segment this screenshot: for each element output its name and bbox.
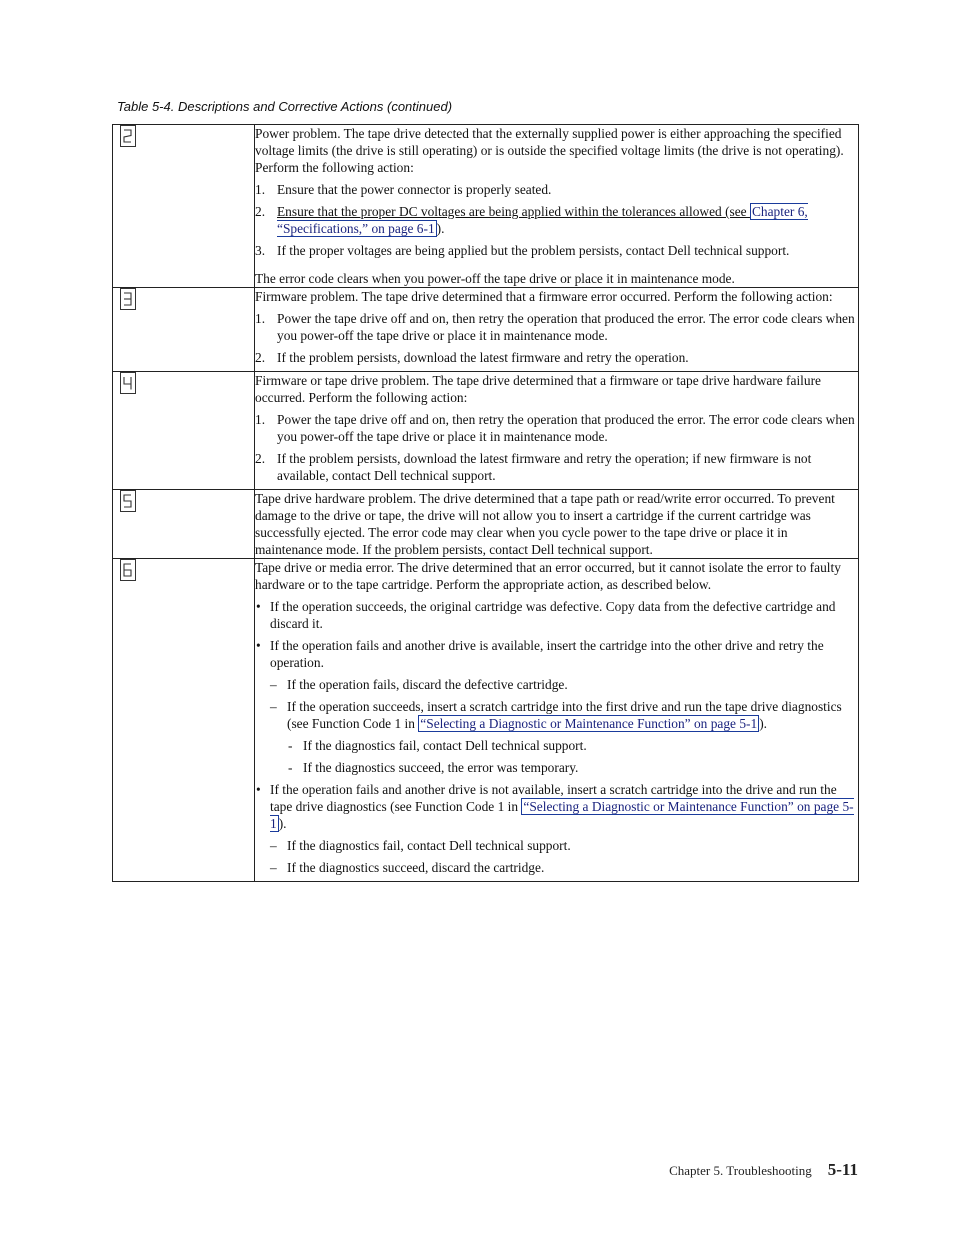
- list-item: - If the diagnostics succeed, the error was temporary.: [288, 760, 579, 775]
- page-number: 5-11: [827, 1160, 858, 1179]
- error-code-cell: [113, 372, 255, 490]
- list-item: • If the operation fails and another drive is not available, insert a scratch cartridge into the drive and run the tape drive diagnostics (see Function Code 1 in “Selecting a Diagnostic or Maintenance Function” on page 5-1 ). – If the diagnostics fail, contact Dell technical support. – If the diagnostics succeed, discard the cartridge.: [255, 781, 858, 876]
- list-item: 2. If the problem persists, download the latest firmware and retry the operation; if new firmware is not available, contact Dell technical support.: [255, 451, 812, 483]
- description-cell: [255, 372, 859, 490]
- list-item: – If the diagnostics succeed, discard the cartridge.: [270, 860, 545, 875]
- list-item: 1. Ensure that the power connector is properly seated.: [255, 182, 552, 197]
- table-row: [113, 490, 859, 559]
- action-steps: [255, 181, 858, 259]
- action-steps: [255, 310, 858, 366]
- list-item: – If the operation fails, discard the defective cartridge.: [270, 677, 568, 692]
- footer-chapter: Chapter 5. Troubleshooting: [669, 1163, 812, 1178]
- table-caption: Table 5-4. Descriptions and Corrective Actions (continued): [117, 99, 453, 114]
- list-item: – If the operation succeeds, insert a scratch cartridge into the first drive and run the tape drive diagnostics (see Function Code 1 in “Selecting a Diagnostic or Maintenance Function” on page 5-1 ). - If the diagnostics fail, contact Dell technical support. - If the diagnostics succeed, the error was temporary.: [270, 698, 858, 776]
- page-footer: [669, 1160, 858, 1180]
- table-row: [113, 288, 859, 372]
- description-cell: [255, 288, 859, 372]
- list-item: • If the operation fails and another drive is available, insert the cartridge into the other drive and retry the operation. – If the operation fails, discard the defective cartridge. – If the operation succeeds, insert a scratch cartridge into the first drive and run the tape drive diagnostics (see Function Code 1 in “Selecting a Diagnostic or Maintenance Function” on page 5-1 ). - If the diagnostics fail, contact Dell technical support. - If the diagnostics succeed, the error was temporary.: [255, 637, 858, 776]
- list-item: - If the diagnostics fail, contact Dell technical support.: [288, 738, 587, 753]
- bullet-list: [255, 598, 858, 876]
- description-intro: Firmware problem. The tape drive determined that a firmware error occurred. Perform the following action:: [255, 289, 833, 304]
- list-item: 1. Power the tape drive off and on, then retry the operation that produced the error. The error code clears when you power-off the tape drive or place it in maintenance mode.: [255, 412, 855, 444]
- list-item: 1. Power the tape drive off and on, then retry the operation that produced the error. The error code clears when you power-off the tape drive or place it in maintenance mode.: [255, 311, 855, 343]
- seven-segment-digit-2-icon: [120, 125, 136, 147]
- description-cell: [255, 490, 859, 559]
- specifications-link[interactable]: Chapter 6, “Specifications,” on page 6-1: [277, 204, 808, 236]
- corrective-actions-table: [112, 124, 859, 882]
- description-cell: [255, 559, 859, 882]
- description-intro: Firmware or tape drive problem. The tape drive determined that a firmware or tape drive hardware failure occurred. Perform the following action:: [255, 373, 822, 405]
- seven-segment-digit-3-icon: [120, 288, 136, 310]
- seven-segment-digit-4-icon: [120, 372, 136, 394]
- table-row: [113, 125, 859, 288]
- dash-list: [270, 676, 858, 776]
- description-intro: Power problem. The tape drive detected that the externally supplied power is either approaching the specified voltage limits (the drive is still operating) or is outside the specified voltage limits (the drive is not operating). Perform the following action:: [255, 126, 844, 175]
- description-intro: Tape drive or media error. The drive determined that an error occurred, but it cannot isolate the error to faulty hardware or to the tape cartridge. Perform the appropriate action, as described below.: [255, 560, 841, 592]
- table-row: [113, 559, 859, 882]
- list-item: 2. If the problem persists, download the latest firmware and retry the operation.: [255, 350, 689, 365]
- error-code-cell: [113, 559, 255, 882]
- selecting-diagnostic-link-2[interactable]: “Selecting a Diagnostic or Maintenance Function” on page 5-1: [270, 799, 854, 831]
- sub-list: [287, 737, 858, 776]
- dash-list: [270, 837, 858, 876]
- seven-segment-digit-6-icon: [120, 559, 136, 581]
- table-row: [113, 372, 859, 490]
- description-note: The error code clears when you power-off the tape drive or place it in maintenance mode.: [255, 271, 735, 286]
- description-cell: [255, 125, 859, 288]
- selecting-diagnostic-link[interactable]: “Selecting a Diagnostic or Maintenance Function” on page 5-1: [420, 716, 758, 731]
- error-code-cell: [113, 490, 255, 559]
- list-item: 3. If the proper voltages are being applied but the problem persists, contact Dell technical support.: [255, 243, 790, 258]
- description-intro: Tape drive hardware problem. The drive determined that a tape path or read/write error occurred. To prevent damage to the drive or tape, the drive will not allow you to insert a cartridge if the current cartridge was successfully ejected. The error code may clear when you cycle power to the tape drive or place it in maintenance mode. If the problem persists, contact Dell technical support.: [255, 491, 835, 557]
- list-item: 2. Ensure that the proper DC voltages are being applied within the tolerances allowed (see Chapter 6, “Specifications,” on page 6-1 ).: [255, 204, 808, 236]
- seven-segment-digit-5-icon: [120, 490, 136, 512]
- action-steps: [255, 411, 858, 484]
- error-code-cell: [113, 288, 255, 372]
- list-item: • If the operation succeeds, the original cartridge was defective. Copy data from the defective cartridge and discard it.: [256, 599, 836, 631]
- error-code-cell: [113, 125, 255, 288]
- list-item: – If the diagnostics fail, contact Dell technical support.: [270, 838, 571, 853]
